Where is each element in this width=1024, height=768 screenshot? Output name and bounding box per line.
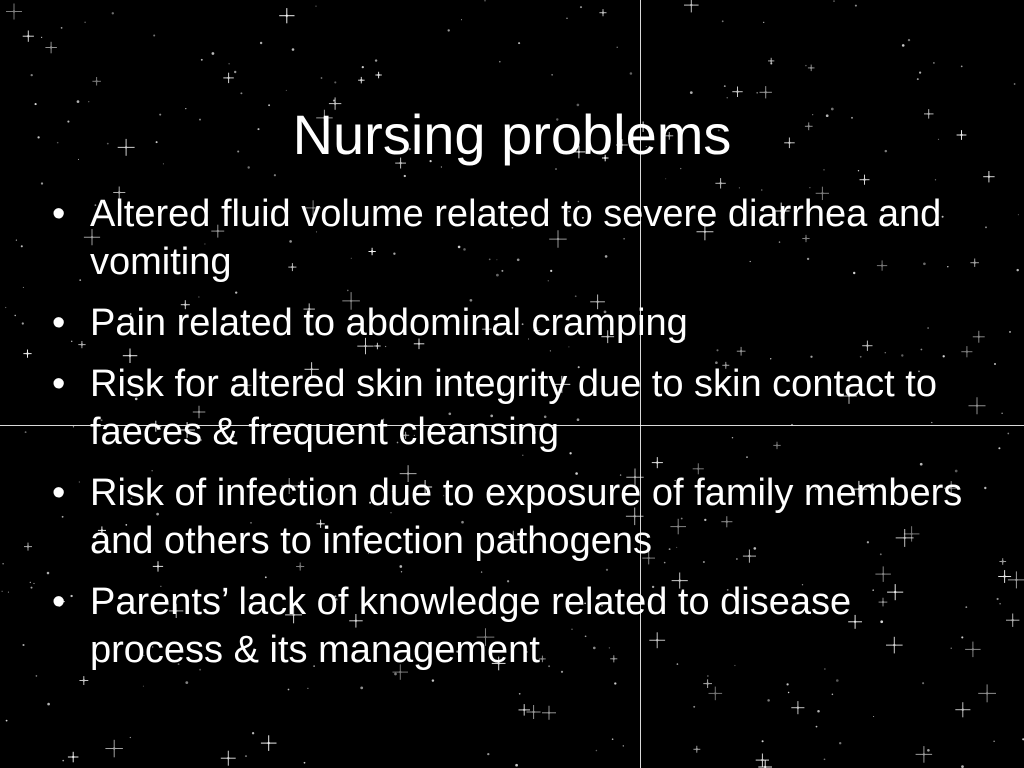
bullet-item: [52, 360, 982, 456]
star-sparkle: [756, 754, 769, 767]
star-dot: [617, 47, 618, 48]
star-sparkle: [1006, 614, 1019, 627]
star-dot: [690, 91, 693, 94]
star-dot: [630, 72, 633, 75]
star-dot: [484, 0, 485, 1]
star-dot: [985, 226, 987, 228]
star-sparkle: [860, 175, 870, 185]
star-dot: [1001, 413, 1002, 414]
star-dot: [984, 487, 986, 489]
star-dot: [130, 737, 131, 738]
bullet-icon: •: [52, 581, 66, 623]
star-dot: [997, 598, 999, 600]
star-sparkle: [375, 72, 381, 79]
star-dot: [8, 592, 9, 593]
star-dot: [228, 63, 229, 64]
star-dot: [1014, 83, 1016, 85]
star-dot: [518, 42, 520, 44]
star-sparkle: [998, 570, 1011, 583]
star-sparkle: [732, 87, 742, 98]
star-sparkle: [955, 702, 970, 717]
star-dot: [816, 726, 818, 728]
star-dot: [153, 34, 155, 36]
star-sparkle: [999, 558, 1006, 565]
star-dot: [817, 710, 820, 713]
star-sparkle: [542, 706, 556, 720]
star-dot: [212, 52, 215, 55]
star-sparkle: [791, 701, 804, 714]
star-dot: [961, 66, 963, 68]
bullet-text: Parents’ lack of knowledge related to disease process & its management: [90, 581, 852, 671]
star-dot: [1009, 331, 1011, 333]
bullet-icon: •: [52, 363, 66, 405]
star-dot: [855, 5, 857, 7]
star-dot: [2, 563, 3, 564]
star-dot: [515, 764, 518, 767]
star-dot: [112, 12, 114, 14]
star-dot: [693, 706, 695, 708]
star-dot: [14, 315, 15, 316]
star-sparkle: [808, 65, 815, 72]
star-dot: [41, 37, 42, 38]
star-dot: [31, 74, 33, 76]
star-dot: [555, 168, 557, 170]
star-dot: [252, 732, 254, 734]
star-sparkle: [715, 178, 725, 188]
star-dot: [33, 583, 34, 584]
star-dot: [16, 240, 17, 241]
star-dot: [6, 720, 8, 722]
star-sparkle: [105, 740, 123, 758]
star-sparkle: [24, 543, 32, 551]
star-dot: [240, 92, 242, 94]
star-dot: [21, 245, 23, 247]
star-dot: [823, 169, 824, 170]
bullet-list: [52, 190, 982, 687]
star-dot: [935, 179, 936, 180]
star-sparkle: [1008, 571, 1024, 588]
star-sparkle: [358, 77, 365, 84]
star-dot: [756, 92, 758, 94]
star-dot: [839, 742, 841, 744]
star-dot: [858, 170, 859, 171]
star-dot: [234, 71, 236, 73]
star-sparkle: [758, 760, 772, 768]
star-dot: [665, 178, 666, 179]
star-dot: [22, 322, 24, 324]
bullet-text: Altered fluid volume related to severe diarrhea and vomiting: [90, 193, 942, 283]
star-dot: [1016, 269, 1018, 271]
star-dot: [833, 0, 834, 1]
star-dot: [274, 174, 276, 176]
star-dot: [288, 689, 290, 691]
star-dot: [917, 78, 919, 80]
star-dot: [404, 175, 406, 177]
star-dot: [551, 74, 552, 75]
star-dot: [47, 703, 50, 706]
star-dot: [809, 187, 810, 188]
star-dot: [47, 572, 50, 575]
star-dot: [680, 168, 681, 169]
star-dot: [724, 85, 726, 87]
star-sparkle: [760, 86, 772, 98]
star-dot: [998, 447, 1000, 449]
star-dot: [334, 81, 336, 83]
star-dot: [927, 749, 930, 752]
bullet-icon: •: [52, 193, 66, 235]
bullet-item: [52, 469, 982, 565]
star-dot: [292, 48, 295, 51]
star-dot: [596, 750, 598, 752]
star-sparkle: [221, 751, 236, 766]
bullet-icon: •: [52, 302, 66, 344]
star-dot: [499, 61, 501, 63]
star-dot: [201, 59, 203, 61]
star-dot: [36, 675, 38, 677]
star-dot: [31, 587, 33, 589]
star-dot: [767, 699, 770, 702]
star-dot: [763, 22, 764, 23]
star-dot: [362, 66, 364, 68]
star-dot: [321, 77, 323, 79]
star-dot: [22, 644, 24, 646]
star-sparkle: [261, 735, 277, 751]
star-dot: [487, 753, 489, 755]
bullet-text: Risk of infection due to exposure of family members and others to infection pathogens: [90, 472, 963, 562]
star-sparkle: [223, 73, 234, 83]
star-dot: [375, 59, 377, 61]
star-dot: [461, 19, 462, 20]
bullet-text: Pain related to abdominal cramping: [90, 302, 688, 344]
star-dot: [30, 582, 31, 583]
star-dot: [902, 44, 905, 47]
star-dot: [1018, 214, 1019, 215]
star-sparkle: [983, 171, 994, 182]
bullet-icon: •: [52, 472, 66, 514]
star-sparkle: [527, 705, 541, 719]
star-dot: [315, 6, 316, 7]
star-dot: [722, 20, 724, 22]
star-dot: [566, 18, 567, 19]
star-dot: [260, 42, 262, 44]
star-sparkle: [92, 77, 101, 86]
star-sparkle: [709, 687, 723, 701]
star-dot: [519, 693, 521, 695]
star-dot: [307, 688, 308, 689]
slide-title: Nursing problems: [292, 103, 732, 166]
star-sparkle: [6, 4, 22, 20]
star-sparkle: [45, 42, 57, 54]
star-dot: [994, 363, 996, 365]
star-dot: [5, 307, 6, 308]
star-sparkle: [519, 704, 531, 716]
star-dot: [62, 760, 64, 762]
star-dot: [993, 741, 994, 742]
star-dot: [824, 758, 826, 760]
star-dot: [788, 692, 789, 693]
star-dot: [448, 29, 450, 31]
star-dot: [61, 27, 63, 29]
star-dot: [762, 740, 764, 742]
star-dot: [580, 6, 582, 8]
star-sparkle: [693, 746, 700, 753]
star-dot: [23, 287, 24, 288]
star-dot: [805, 65, 806, 66]
star-sparkle: [23, 31, 34, 42]
star-dot: [739, 187, 740, 188]
star-dot: [908, 39, 910, 41]
star-dot: [2, 591, 3, 592]
bullet-item: [52, 299, 982, 347]
star-dot: [41, 182, 43, 184]
star-dot: [933, 62, 935, 64]
star-sparkle: [23, 350, 31, 358]
star-dot: [84, 22, 86, 24]
star-dot: [286, 90, 287, 91]
star-dot: [873, 716, 874, 717]
star-dot: [304, 762, 306, 764]
bullet-text: Risk for altered skin integrity due to skin contact to faeces & frequent cleansing: [90, 363, 937, 453]
star-dot: [245, 755, 247, 757]
bullet-item: [52, 190, 982, 286]
star-dot: [919, 72, 921, 74]
star-sparkle: [978, 684, 996, 702]
star-dot: [1007, 433, 1009, 435]
star-dot: [25, 431, 27, 433]
star-dot: [623, 745, 624, 746]
star-sparkle: [684, 0, 699, 12]
star-sparkle: [916, 746, 933, 763]
star-sparkle: [599, 9, 606, 16]
star-sparkle: [279, 8, 294, 23]
star-sparkle: [68, 752, 79, 763]
star-dot: [999, 603, 1000, 604]
bullet-item: [52, 578, 982, 674]
star-dot: [832, 694, 834, 696]
star-dot: [612, 738, 614, 740]
star-dot: [727, 97, 728, 98]
star-sparkle: [768, 58, 774, 64]
